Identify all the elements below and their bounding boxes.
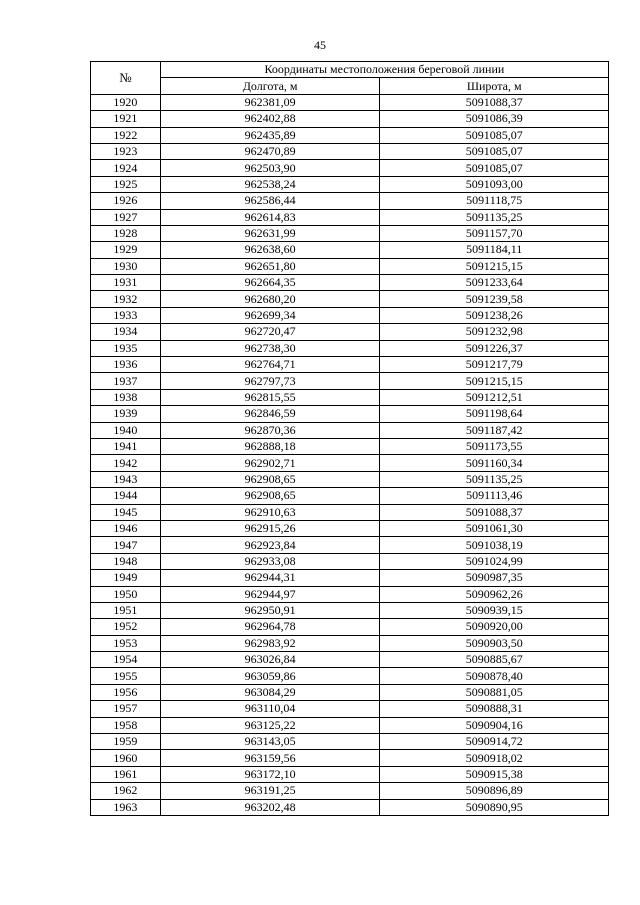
row-latitude: 5090987,35	[380, 570, 609, 586]
row-latitude: 5090890,95	[380, 799, 609, 815]
row-longitude: 963110,04	[160, 701, 380, 717]
row-longitude: 962944,97	[160, 586, 380, 602]
table-row	[91, 193, 609, 209]
row-latitude: 5090918,02	[380, 750, 609, 766]
table-row	[91, 143, 609, 159]
coordinates-table	[90, 61, 609, 816]
row-longitude: 962435,89	[160, 127, 380, 143]
row-latitude: 5091198,64	[380, 406, 609, 422]
row-longitude: 962797,73	[160, 373, 380, 389]
row-latitude: 5091061,30	[380, 520, 609, 536]
table-row	[91, 291, 609, 307]
table-row	[91, 652, 609, 668]
row-number: 1957	[91, 701, 161, 717]
header-coordinates-group: Координаты местоположения береговой линии	[160, 62, 608, 78]
row-number: 1927	[91, 209, 161, 225]
row-number: 1953	[91, 635, 161, 651]
table-row	[91, 324, 609, 340]
row-latitude: 5091135,25	[380, 209, 609, 225]
row-longitude: 962915,26	[160, 520, 380, 536]
row-latitude: 5091088,37	[380, 504, 609, 520]
row-number: 1962	[91, 783, 161, 799]
row-number: 1955	[91, 668, 161, 684]
row-longitude: 962944,31	[160, 570, 380, 586]
row-number: 1936	[91, 357, 161, 373]
table-row	[91, 422, 609, 438]
row-latitude: 5090888,31	[380, 701, 609, 717]
row-longitude: 962910,63	[160, 504, 380, 520]
row-number: 1930	[91, 258, 161, 274]
row-latitude: 5091239,58	[380, 291, 609, 307]
row-latitude: 5091157,70	[380, 225, 609, 241]
table-row	[91, 209, 609, 225]
table-row	[91, 570, 609, 586]
row-latitude: 5091173,55	[380, 438, 609, 454]
header-number: №	[91, 62, 161, 95]
row-longitude: 962631,99	[160, 225, 380, 241]
row-longitude: 963059,86	[160, 668, 380, 684]
row-number: 1949	[91, 570, 161, 586]
row-longitude: 963125,22	[160, 717, 380, 733]
table-row	[91, 668, 609, 684]
row-latitude: 5090914,72	[380, 734, 609, 750]
table-header-row	[91, 62, 609, 78]
row-longitude: 962846,59	[160, 406, 380, 422]
row-longitude: 962888,18	[160, 438, 380, 454]
row-latitude: 5091113,46	[380, 488, 609, 504]
table-row	[91, 438, 609, 454]
table-row	[91, 94, 609, 110]
table-row	[91, 717, 609, 733]
row-latitude: 5091215,15	[380, 258, 609, 274]
row-latitude: 5090878,40	[380, 668, 609, 684]
table-row	[91, 586, 609, 602]
table-row	[91, 488, 609, 504]
row-number: 1922	[91, 127, 161, 143]
table-subheader-row	[91, 78, 609, 94]
row-longitude: 962908,65	[160, 471, 380, 487]
row-latitude: 5090939,15	[380, 602, 609, 618]
row-latitude: 5090904,16	[380, 717, 609, 733]
row-number: 1921	[91, 111, 161, 127]
row-longitude: 962538,24	[160, 176, 380, 192]
row-number: 1938	[91, 389, 161, 405]
table-row	[91, 799, 609, 815]
row-longitude: 962638,60	[160, 242, 380, 258]
row-longitude: 962923,84	[160, 537, 380, 553]
row-longitude: 963084,29	[160, 684, 380, 700]
row-longitude: 963172,10	[160, 766, 380, 782]
table-row	[91, 504, 609, 520]
table-row	[91, 635, 609, 651]
row-number: 1942	[91, 455, 161, 471]
row-number: 1937	[91, 373, 161, 389]
row-latitude: 5091184,11	[380, 242, 609, 258]
table-row	[91, 242, 609, 258]
row-number: 1963	[91, 799, 161, 815]
row-longitude: 962908,65	[160, 488, 380, 504]
table-row	[91, 783, 609, 799]
row-latitude: 5091093,00	[380, 176, 609, 192]
row-number: 1929	[91, 242, 161, 258]
table-row	[91, 176, 609, 192]
row-number: 1943	[91, 471, 161, 487]
row-latitude: 5091135,25	[380, 471, 609, 487]
row-latitude: 5091187,42	[380, 422, 609, 438]
row-longitude: 962764,71	[160, 357, 380, 373]
row-number: 1954	[91, 652, 161, 668]
table-row	[91, 258, 609, 274]
row-longitude: 962964,78	[160, 619, 380, 635]
table-row	[91, 619, 609, 635]
table-row	[91, 160, 609, 176]
row-latitude: 5091085,07	[380, 160, 609, 176]
row-latitude: 5090903,50	[380, 635, 609, 651]
row-longitude: 962870,36	[160, 422, 380, 438]
page-number: 45	[314, 38, 326, 52]
table-row	[91, 750, 609, 766]
row-latitude: 5090885,67	[380, 652, 609, 668]
row-longitude: 962664,35	[160, 275, 380, 291]
table-row	[91, 602, 609, 618]
table-row	[91, 389, 609, 405]
table-row	[91, 553, 609, 569]
table-row	[91, 225, 609, 241]
header-latitude: Широта, м	[380, 78, 609, 94]
row-number: 1928	[91, 225, 161, 241]
table-row	[91, 406, 609, 422]
row-longitude: 962503,90	[160, 160, 380, 176]
row-number: 1940	[91, 422, 161, 438]
row-latitude: 5091215,15	[380, 373, 609, 389]
row-longitude: 962381,09	[160, 94, 380, 110]
row-latitude: 5091226,37	[380, 340, 609, 356]
row-latitude: 5090915,38	[380, 766, 609, 782]
row-longitude: 962680,20	[160, 291, 380, 307]
row-number: 1946	[91, 520, 161, 536]
table-row	[91, 373, 609, 389]
table-body	[91, 94, 609, 815]
row-latitude: 5090920,00	[380, 619, 609, 635]
row-longitude: 962470,89	[160, 143, 380, 159]
table-row	[91, 537, 609, 553]
row-number: 1959	[91, 734, 161, 750]
table-row	[91, 455, 609, 471]
row-latitude: 5091088,37	[380, 94, 609, 110]
table-row	[91, 357, 609, 373]
row-latitude: 5091238,26	[380, 307, 609, 323]
row-longitude: 962614,83	[160, 209, 380, 225]
row-longitude: 962402,88	[160, 111, 380, 127]
row-longitude: 962902,71	[160, 455, 380, 471]
row-latitude: 5090962,26	[380, 586, 609, 602]
row-longitude: 962586,44	[160, 193, 380, 209]
row-number: 1933	[91, 307, 161, 323]
row-number: 1958	[91, 717, 161, 733]
row-number: 1960	[91, 750, 161, 766]
row-number: 1926	[91, 193, 161, 209]
row-number: 1931	[91, 275, 161, 291]
row-longitude: 962651,80	[160, 258, 380, 274]
row-longitude: 963191,25	[160, 783, 380, 799]
row-number: 1924	[91, 160, 161, 176]
row-number: 1961	[91, 766, 161, 782]
row-number: 1920	[91, 94, 161, 110]
table-row	[91, 701, 609, 717]
row-longitude: 962720,47	[160, 324, 380, 340]
row-longitude: 962950,91	[160, 602, 380, 618]
row-number: 1939	[91, 406, 161, 422]
row-number: 1923	[91, 143, 161, 159]
row-number: 1935	[91, 340, 161, 356]
row-longitude: 963159,56	[160, 750, 380, 766]
row-number: 1925	[91, 176, 161, 192]
row-longitude: 962699,34	[160, 307, 380, 323]
table-row	[91, 684, 609, 700]
row-latitude: 5091024,99	[380, 553, 609, 569]
row-longitude: 962738,30	[160, 340, 380, 356]
row-latitude: 5091085,07	[380, 127, 609, 143]
row-number: 1952	[91, 619, 161, 635]
table-row	[91, 307, 609, 323]
row-number: 1947	[91, 537, 161, 553]
row-latitude: 5091217,79	[380, 357, 609, 373]
row-latitude: 5091085,07	[380, 143, 609, 159]
row-latitude: 5091086,39	[380, 111, 609, 127]
row-latitude: 5091212,51	[380, 389, 609, 405]
row-number: 1944	[91, 488, 161, 504]
row-longitude: 963202,48	[160, 799, 380, 815]
table-row	[91, 127, 609, 143]
table-row	[91, 111, 609, 127]
row-number: 1941	[91, 438, 161, 454]
row-latitude: 5090896,89	[380, 783, 609, 799]
row-number: 1951	[91, 602, 161, 618]
row-number: 1948	[91, 553, 161, 569]
row-number: 1932	[91, 291, 161, 307]
row-number: 1934	[91, 324, 161, 340]
row-latitude: 5091038,19	[380, 537, 609, 553]
table-row	[91, 275, 609, 291]
row-longitude: 962815,55	[160, 389, 380, 405]
header-longitude: Долгота, м	[160, 78, 380, 94]
row-latitude: 5090881,05	[380, 684, 609, 700]
row-latitude: 5091118,75	[380, 193, 609, 209]
table-row	[91, 471, 609, 487]
row-number: 1956	[91, 684, 161, 700]
row-longitude: 962933,08	[160, 553, 380, 569]
row-longitude: 963026,84	[160, 652, 380, 668]
row-number: 1950	[91, 586, 161, 602]
row-longitude: 962983,92	[160, 635, 380, 651]
row-number: 1945	[91, 504, 161, 520]
row-longitude: 963143,05	[160, 734, 380, 750]
row-latitude: 5091233,64	[380, 275, 609, 291]
row-latitude: 5091160,34	[380, 455, 609, 471]
table-row	[91, 734, 609, 750]
table-row	[91, 520, 609, 536]
table-row	[91, 340, 609, 356]
row-latitude: 5091232,98	[380, 324, 609, 340]
table-row	[91, 766, 609, 782]
